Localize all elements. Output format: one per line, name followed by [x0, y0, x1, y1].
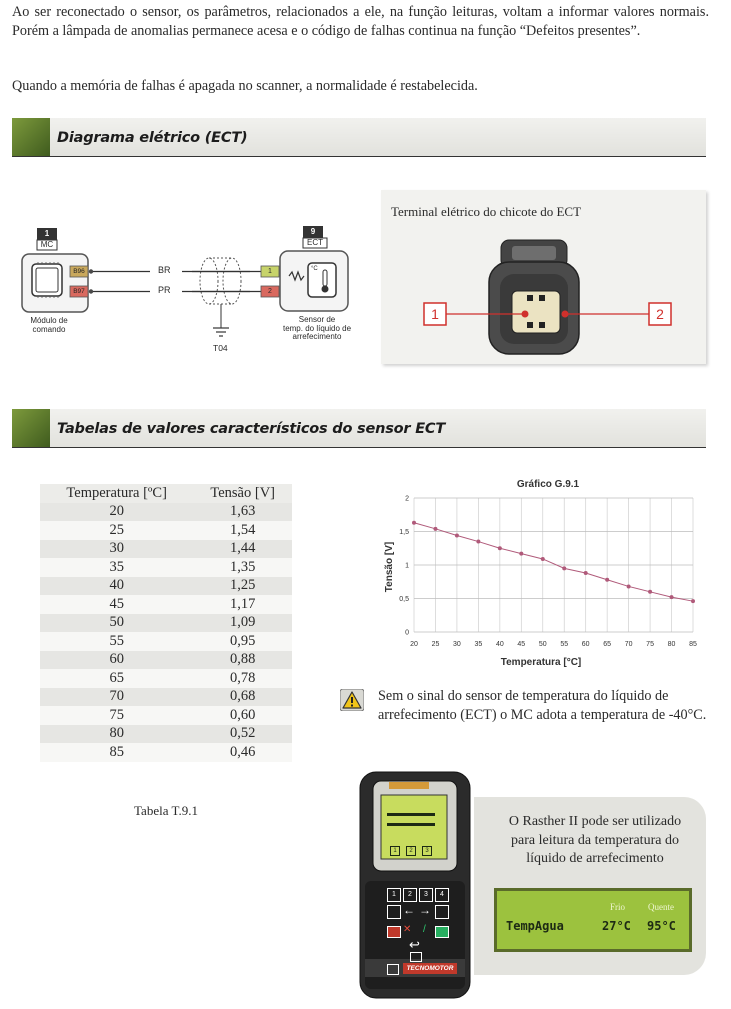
table-cell-voltage: 0,46	[230, 743, 256, 760]
table-cell-temp: 40	[109, 577, 124, 594]
section-accent-square	[12, 118, 50, 156]
chart-x-tick-label: 50	[538, 641, 547, 648]
chart-data-point	[455, 534, 459, 538]
chart-y-axis-label: Tensão [V]	[384, 541, 395, 593]
module-caption: Módulo de comando	[30, 316, 68, 334]
lcd-readout	[494, 888, 692, 952]
lcd-col-frio: Frio	[610, 902, 626, 912]
chart-x-tick-label: 60	[581, 641, 590, 648]
table-cell-voltage: 1,63	[230, 503, 256, 520]
table-cell-voltage: 0,88	[230, 651, 256, 668]
chart-title: Gráfico G.9.1	[516, 479, 580, 490]
function-key-2[interactable]: 2	[403, 888, 417, 902]
table-row	[40, 503, 292, 522]
table-cell-temp: 80	[109, 725, 124, 742]
chart-x-tick-label: 35	[474, 641, 483, 648]
right-square-key[interactable]	[435, 905, 449, 919]
scanner-device	[359, 771, 471, 999]
scanner-info-text: O Rasther II pode ser utilizado para leitura da temperatura do líquido de arrefecimento	[508, 814, 682, 866]
table-row	[40, 614, 292, 633]
lcd-softkey-1[interactable]: 1	[390, 846, 400, 856]
table-cell-temp: 85	[109, 743, 124, 760]
table-caption: Tabela T.9.1	[134, 803, 198, 818]
table-header-row	[40, 484, 292, 503]
table-row	[40, 725, 292, 744]
chart-x-tick-label: 75	[646, 641, 654, 648]
intro-paragraph-1: Ao ser reconectado o sensor, os parâmetros, relacionados a ele, na função leituras, voltam a informar valores normais. Porém a lâmpada de anomalias permanece acesa e o código de falhas continua na função “Defeitos presentes”.	[12, 4, 709, 39]
chart-data-point	[498, 546, 502, 550]
brand-label: TECNOMOTOR	[403, 963, 457, 974]
power-key[interactable]	[387, 964, 399, 975]
sensor-pin-1: 1	[268, 268, 272, 275]
chart-y-tick-label: 2	[405, 495, 409, 503]
chart-x-tick-label: 30	[453, 641, 461, 648]
chart-x-tick-label: 40	[495, 641, 504, 648]
ground-label: T04	[213, 343, 228, 353]
chart-data-point	[476, 540, 480, 544]
table-cell-temp: 30	[109, 540, 124, 557]
sensor-pin-2: 2	[268, 288, 272, 295]
table-cell-temp: 50	[109, 614, 124, 631]
wire-label-br: BR	[158, 265, 171, 275]
table-row	[40, 743, 292, 762]
section-header-tables	[12, 409, 706, 448]
connector-title: Terminal elétrico do chicote do ECT	[391, 204, 582, 219]
table-cell-voltage: 0,52	[230, 725, 256, 742]
section-header-diagram	[12, 118, 706, 157]
table-header-voltage: Tensão [V]	[193, 484, 292, 503]
table-cell-voltage: 1,09	[230, 614, 256, 631]
chart-data-point	[670, 595, 674, 599]
function-key-4[interactable]: 4	[435, 888, 449, 902]
warning-text: Sem o sinal do sensor de temperatura do líquido de arrefecimento (ECT) o MC adota a temperatura de -40°C.	[378, 688, 707, 723]
table-row	[40, 540, 292, 559]
table-cell-temp: 75	[109, 706, 124, 723]
table-row	[40, 706, 292, 725]
arrow-right-icon[interactable]: →	[419, 903, 431, 917]
table-cell-voltage: 1,54	[230, 521, 256, 538]
chart-y-tick-label: 0,5	[399, 596, 409, 603]
connector-panel	[381, 190, 706, 364]
ect-tag: ECT	[307, 238, 323, 247]
chart-y-tick-label: 1,5	[399, 529, 409, 536]
intro-paragraph-2: Quando a memória de falhas é apagada no scanner, a normalidade é restabelecida.	[12, 78, 478, 94]
enter-key[interactable]	[410, 952, 422, 962]
chart-data-point	[648, 590, 652, 594]
table-cell-temp: 55	[109, 632, 124, 649]
ok-check-icon: /	[423, 924, 426, 935]
arrow-left-icon[interactable]: ←	[403, 903, 415, 917]
callout-1: 1	[431, 306, 439, 322]
lcd-col-quente: Quente	[648, 902, 674, 912]
chart-data-point	[605, 578, 609, 582]
chart-x-tick-label: 20	[410, 641, 418, 648]
chart-y-tick-label: 0	[405, 629, 409, 637]
chart-data-point	[691, 599, 695, 603]
table-row	[40, 632, 292, 651]
cancel-key[interactable]	[387, 926, 401, 938]
table-cell-voltage: 0,78	[230, 669, 256, 686]
chart-data-point	[541, 557, 545, 561]
chart-data-point	[627, 584, 631, 588]
pin-b97: B97	[73, 288, 85, 295]
table-cell-temp: 70	[109, 688, 124, 705]
table-row	[40, 595, 292, 614]
electrical-diagram	[14, 226, 359, 362]
cancel-x-icon: ✕	[403, 924, 412, 935]
mc-tag: MC	[40, 240, 54, 249]
table-header-temperature: Temperatura [ºC]	[40, 484, 193, 503]
warning-icon	[340, 689, 364, 711]
ect-number: 9	[310, 227, 316, 236]
table-row	[40, 651, 292, 670]
chart-x-axis-label: Temperatura [°C]	[500, 657, 582, 668]
chart-data-point	[562, 566, 566, 570]
left-square-key[interactable]	[387, 905, 401, 919]
callout-2: 2	[656, 306, 664, 322]
chart-y-tick-label: 1	[405, 562, 409, 570]
wire-label-pr: PR	[158, 285, 171, 295]
table-row	[40, 577, 292, 596]
table-cell-voltage: 1,25	[230, 577, 256, 594]
lcd-frio-value: 27°C	[602, 919, 631, 933]
sensor-caption: Sensor de temp. do líquido de arrefecimento	[282, 315, 352, 341]
table-cell-voltage: 0,95	[230, 632, 256, 649]
lcd-param-name: TempAgua	[506, 919, 564, 933]
table-cell-temp: 25	[109, 521, 124, 538]
table-row	[40, 558, 292, 577]
table-cell-temp: 60	[109, 651, 124, 668]
chart-x-tick-label: 55	[560, 641, 569, 648]
lcd-softkey-2[interactable]: 2	[406, 846, 416, 856]
table-row	[40, 688, 292, 707]
table-cell-voltage: 0,68	[230, 688, 256, 705]
mc-number: 1	[44, 229, 50, 238]
table-cell-voltage: 1,17	[230, 595, 256, 612]
table-cell-temp: 35	[109, 558, 124, 575]
lcd-quente-value: 95°C	[647, 919, 676, 933]
table-cell-voltage: 0,60	[230, 706, 256, 723]
section-title-diagram: Diagrama elétrico (ECT)	[57, 130, 248, 146]
section-accent-square	[12, 409, 50, 447]
connector-illustration	[381, 190, 706, 364]
function-key-3[interactable]: 3	[419, 888, 433, 902]
chart-x-tick-label: 25	[431, 641, 440, 648]
pin-b96: B96	[73, 268, 85, 275]
enter-icon[interactable]: ↩	[409, 937, 420, 952]
chart-data-point	[584, 571, 588, 575]
function-key-1[interactable]: 1	[387, 888, 401, 902]
table-row	[40, 521, 292, 540]
table-cell-voltage: 1,44	[230, 540, 256, 557]
table-row	[40, 669, 292, 688]
chart-x-tick-label: 65	[603, 641, 612, 648]
section-title-tables: Tabelas de valores característicos do sensor ECT	[57, 421, 446, 437]
chart-x-tick-label: 70	[624, 641, 633, 648]
table-cell-voltage: 1,35	[230, 558, 256, 575]
chart-data-point	[433, 527, 437, 531]
chart-data-point	[412, 521, 416, 525]
chart-x-tick-label: 85	[689, 641, 697, 648]
values-table	[40, 484, 292, 762]
chart-data-point	[519, 552, 523, 556]
ok-key[interactable]	[435, 926, 449, 938]
table-cell-temp: 20	[109, 503, 124, 520]
chart-x-tick-label: 80	[667, 641, 676, 648]
thermometer-icon: °C	[311, 266, 318, 272]
voltage-chart	[378, 472, 704, 672]
table-cell-temp: 45	[109, 595, 124, 612]
lcd-softkey-3[interactable]: 3	[422, 846, 432, 856]
table-cell-temp: 65	[109, 669, 124, 686]
chart-x-tick-label: 45	[517, 641, 526, 648]
